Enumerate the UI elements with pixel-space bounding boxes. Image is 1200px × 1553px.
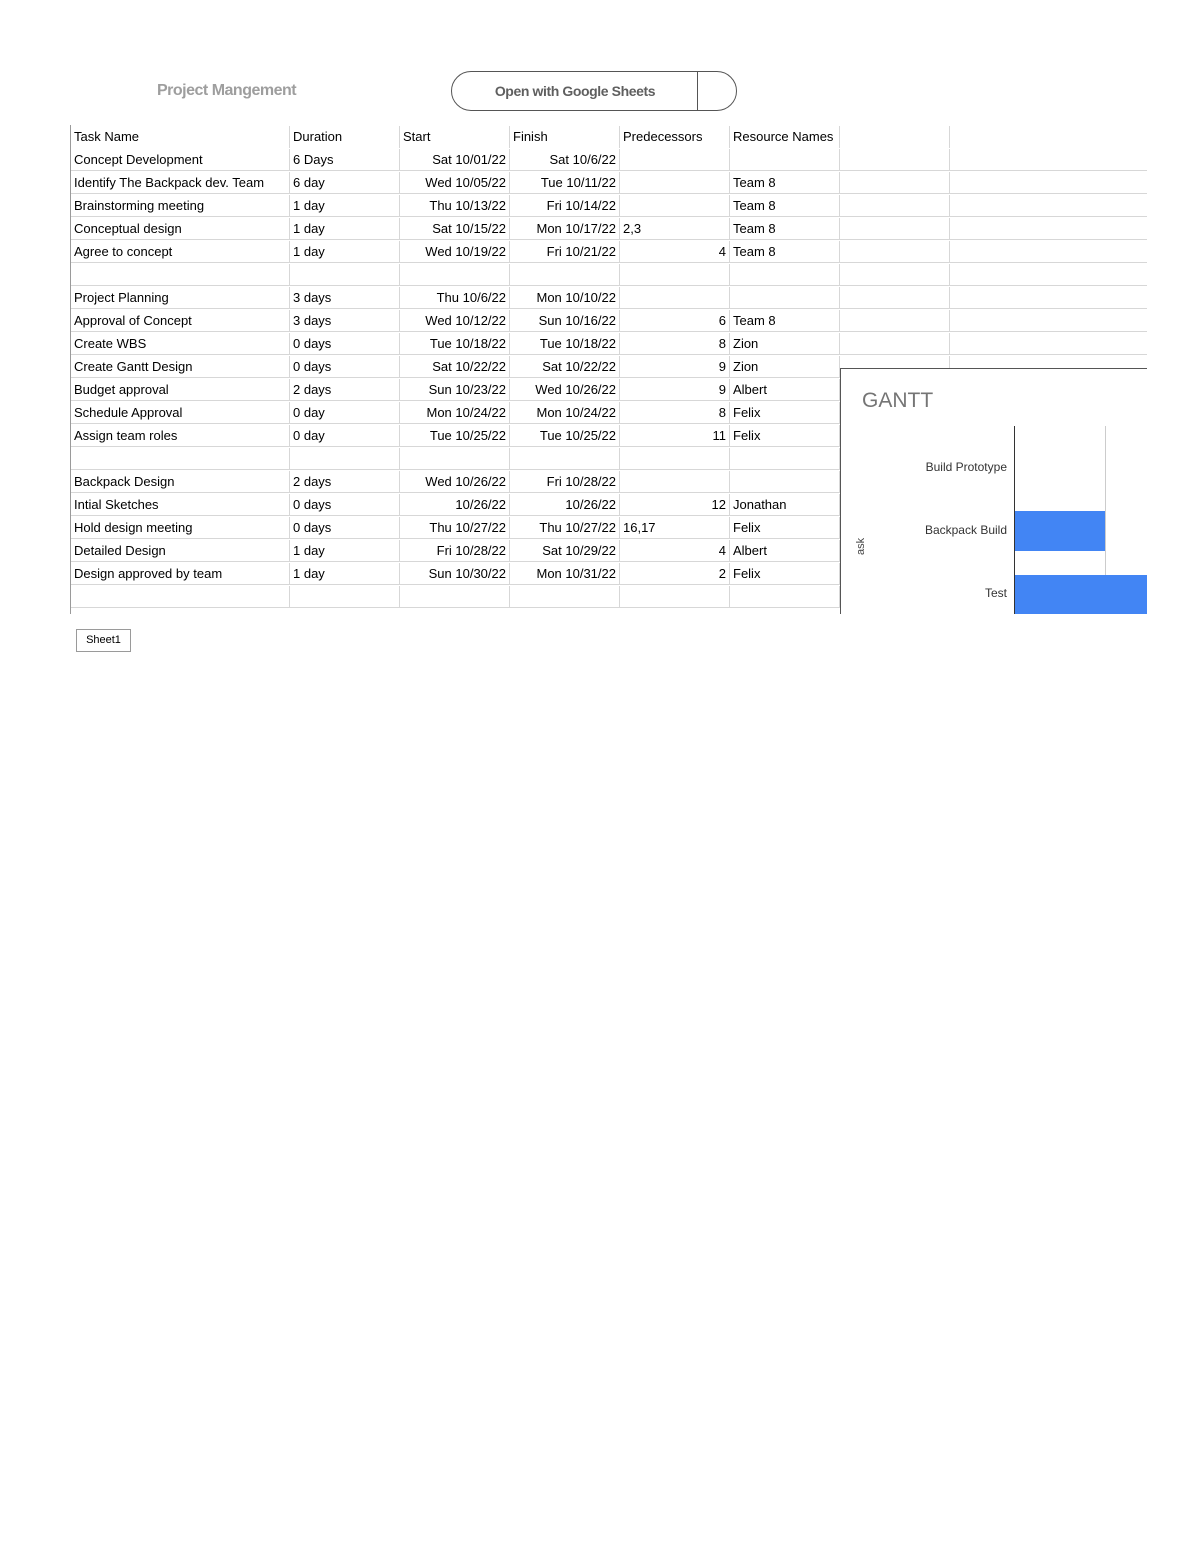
table-cell[interactable]: [730, 586, 840, 608]
table-cell[interactable]: Sat 10/15/22: [400, 218, 510, 240]
table-cell[interactable]: 10/26/22: [510, 494, 620, 516]
table-cell[interactable]: 2: [620, 563, 730, 585]
chart-bar: [1015, 575, 1147, 614]
table-cell[interactable]: [400, 264, 510, 286]
spreadsheet-grid: [70, 125, 1147, 614]
table-cell[interactable]: Mon 10/24/22: [510, 402, 620, 424]
table-cell[interactable]: Wed 10/19/22: [400, 241, 510, 263]
table-cell[interactable]: Tue 10/18/22: [400, 333, 510, 355]
table-cell[interactable]: [950, 333, 1147, 355]
table-cell[interactable]: Conceptual design: [71, 218, 290, 240]
table-row: [71, 218, 1147, 241]
table-cell[interactable]: Sat 10/22/22: [510, 356, 620, 378]
table-cell[interactable]: 1 day: [290, 241, 400, 263]
table-cell[interactable]: [840, 310, 950, 332]
table-cell[interactable]: Sat 10/22/22: [400, 356, 510, 378]
table-cell[interactable]: 1 day: [290, 563, 400, 585]
table-cell[interactable]: Sat 10/01/22: [400, 149, 510, 171]
table-cell[interactable]: Sun 10/16/22: [510, 310, 620, 332]
table-cell[interactable]: Fri 10/21/22: [510, 241, 620, 263]
table-cell[interactable]: 16,17: [620, 517, 730, 539]
table-cell[interactable]: 6: [620, 310, 730, 332]
table-cell[interactable]: Team 8: [730, 195, 840, 217]
table-cell[interactable]: [950, 310, 1147, 332]
table-cell[interactable]: [950, 264, 1147, 286]
table-cell[interactable]: Thu 10/27/22: [400, 517, 510, 539]
table-cell[interactable]: Zion: [730, 333, 840, 355]
table-cell[interactable]: Zion: [730, 356, 840, 378]
table-cell[interactable]: [71, 586, 290, 608]
table-cell[interactable]: [71, 264, 290, 286]
document-title: Project Mangement: [157, 82, 297, 99]
table-cell[interactable]: Felix: [730, 402, 840, 424]
table-cell[interactable]: [840, 172, 950, 194]
column-header[interactable]: Resource Names: [730, 126, 840, 148]
table-cell[interactable]: 4: [620, 540, 730, 562]
table-cell[interactable]: [730, 264, 840, 286]
table-cell[interactable]: 3 days: [290, 287, 400, 309]
table-cell[interactable]: Concept Development: [71, 149, 290, 171]
table-cell[interactable]: [620, 172, 730, 194]
table-cell[interactable]: Tue 10/25/22: [510, 425, 620, 447]
table-row: [71, 195, 1147, 218]
table-cell[interactable]: [620, 149, 730, 171]
table-cell[interactable]: 4: [620, 241, 730, 263]
table-cell[interactable]: [620, 471, 730, 493]
table-cell[interactable]: [510, 448, 620, 470]
chart-category-label: Backpack Build: [924, 523, 1007, 537]
table-cell[interactable]: 0 days: [290, 494, 400, 516]
table-cell[interactable]: Wed 10/12/22: [400, 310, 510, 332]
sheet-tab[interactable]: Sheet1: [76, 629, 131, 652]
table-cell[interactable]: Wed 10/05/22: [400, 172, 510, 194]
table-cell[interactable]: [840, 333, 950, 355]
table-cell[interactable]: 11: [620, 425, 730, 447]
table-cell[interactable]: 8: [620, 402, 730, 424]
table-cell[interactable]: [730, 287, 840, 309]
table-cell[interactable]: 1 day: [290, 540, 400, 562]
table-cell[interactable]: Thu 10/6/22: [400, 287, 510, 309]
table-cell[interactable]: Approval of Concept: [71, 310, 290, 332]
table-cell[interactable]: Sun 10/30/22: [400, 563, 510, 585]
table-row: [71, 264, 1147, 287]
table-cell[interactable]: [950, 287, 1147, 309]
table-cell[interactable]: 2 days: [290, 471, 400, 493]
table-cell[interactable]: [840, 287, 950, 309]
table-cell[interactable]: [840, 264, 950, 286]
table-cell[interactable]: [400, 586, 510, 608]
table-cell[interactable]: [950, 195, 1147, 217]
table-row: [71, 333, 1147, 356]
table-cell[interactable]: 10/26/22: [400, 494, 510, 516]
column-header[interactable]: Predecessors: [620, 126, 730, 148]
table-cell[interactable]: [730, 149, 840, 171]
table-cell[interactable]: Albert: [730, 379, 840, 401]
table-cell[interactable]: Identify The Backpack dev. Team: [71, 172, 290, 194]
table-cell[interactable]: Create Gantt Design: [71, 356, 290, 378]
table-cell[interactable]: Brainstorming meeting: [71, 195, 290, 217]
table-cell[interactable]: Assign team roles: [71, 425, 290, 447]
column-header[interactable]: Task Name: [71, 126, 290, 148]
table-cell[interactable]: Tue 10/11/22: [510, 172, 620, 194]
table-cell[interactable]: Design approved by team: [71, 563, 290, 585]
table-cell[interactable]: 9: [620, 356, 730, 378]
table-cell[interactable]: Mon 10/17/22: [510, 218, 620, 240]
table-cell[interactable]: 0 day: [290, 425, 400, 447]
table-cell[interactable]: [620, 287, 730, 309]
table-cell[interactable]: Sat 10/6/22: [510, 149, 620, 171]
table-cell[interactable]: Jonathan: [730, 494, 840, 516]
table-cell[interactable]: Wed 10/26/22: [510, 379, 620, 401]
table-cell[interactable]: 1 day: [290, 195, 400, 217]
button-divider: [697, 72, 698, 110]
table-cell[interactable]: [840, 149, 950, 171]
table-cell[interactable]: Detailed Design: [71, 540, 290, 562]
table-cell[interactable]: Mon 10/31/22: [510, 563, 620, 585]
table-cell[interactable]: Agree to concept: [71, 241, 290, 263]
column-header[interactable]: Finish: [510, 126, 620, 148]
column-header[interactable]: Start: [400, 126, 510, 148]
table-cell[interactable]: Sun 10/23/22: [400, 379, 510, 401]
table-cell[interactable]: Fri 10/28/22: [510, 471, 620, 493]
gantt-chart[interactable]: [840, 368, 1147, 614]
table-row: [71, 287, 1147, 310]
table-cell[interactable]: Felix: [730, 563, 840, 585]
chart-category-label: Test: [984, 586, 1007, 600]
table-cell[interactable]: Project Planning: [71, 287, 290, 309]
column-header[interactable]: Duration: [290, 126, 400, 148]
chart-bar: [1015, 511, 1105, 551]
chart-category-label: Build Prototype: [925, 460, 1007, 474]
column-header[interactable]: [840, 126, 950, 148]
table-cell[interactable]: 3 days: [290, 310, 400, 332]
table-cell[interactable]: Budget approval: [71, 379, 290, 401]
table-row: [71, 241, 1147, 264]
table-cell[interactable]: Mon 10/10/22: [510, 287, 620, 309]
table-cell[interactable]: Team 8: [730, 310, 840, 332]
table-cell[interactable]: [950, 149, 1147, 171]
table-cell[interactable]: Sat 10/29/22: [510, 540, 620, 562]
table-cell[interactable]: 6 Days: [290, 149, 400, 171]
table-cell[interactable]: 0 day: [290, 402, 400, 424]
table-cell[interactable]: Tue 10/18/22: [510, 333, 620, 355]
table-cell[interactable]: Wed 10/26/22: [400, 471, 510, 493]
table-cell[interactable]: [730, 448, 840, 470]
table-cell[interactable]: Felix: [730, 425, 840, 447]
table-cell[interactable]: Team 8: [730, 218, 840, 240]
table-cell[interactable]: [620, 448, 730, 470]
open-with-google-sheets-button[interactable]: [451, 71, 737, 111]
table-cell[interactable]: [620, 195, 730, 217]
table-cell[interactable]: [71, 448, 290, 470]
table-cell[interactable]: [290, 586, 400, 608]
table-cell[interactable]: [400, 448, 510, 470]
chart-y-axis-label: ask: [855, 537, 867, 555]
table-cell[interactable]: Intial Sketches: [71, 494, 290, 516]
table-cell[interactable]: 8: [620, 333, 730, 355]
table-cell[interactable]: 2 days: [290, 379, 400, 401]
table-cell[interactable]: Backpack Design: [71, 471, 290, 493]
table-cell[interactable]: [620, 586, 730, 608]
table-cell[interactable]: Schedule Approval: [71, 402, 290, 424]
table-cell[interactable]: [290, 448, 400, 470]
table-cell[interactable]: 12: [620, 494, 730, 516]
table-cell[interactable]: Mon 10/24/22: [400, 402, 510, 424]
column-header[interactable]: [950, 126, 1147, 148]
table-cell[interactable]: Albert: [730, 540, 840, 562]
table-cell[interactable]: Create WBS: [71, 333, 290, 355]
table-cell[interactable]: 2,3: [620, 218, 730, 240]
open-with-google-sheets-label: Open with Google Sheets: [494, 83, 656, 99]
table-row: [71, 310, 1147, 333]
table-cell[interactable]: Fri 10/28/22: [400, 540, 510, 562]
table-cell[interactable]: 6 day: [290, 172, 400, 194]
table-cell[interactable]: Thu 10/13/22: [400, 195, 510, 217]
table-cell[interactable]: 1 day: [290, 218, 400, 240]
table-cell[interactable]: [950, 172, 1147, 194]
table-cell[interactable]: Team 8: [730, 172, 840, 194]
chart-title: GANTT: [862, 389, 934, 412]
table-cell[interactable]: [510, 586, 620, 608]
table-cell[interactable]: Fri 10/14/22: [510, 195, 620, 217]
table-cell[interactable]: Thu 10/27/22: [510, 517, 620, 539]
table-cell[interactable]: [620, 264, 730, 286]
table-cell[interactable]: [840, 218, 950, 240]
table-cell[interactable]: Felix: [730, 517, 840, 539]
table-header-row: [71, 126, 1147, 149]
table-cell[interactable]: 0 days: [290, 356, 400, 378]
table-cell[interactable]: [840, 195, 950, 217]
table-cell[interactable]: 0 days: [290, 333, 400, 355]
table-cell[interactable]: Tue 10/25/22: [400, 425, 510, 447]
table-row: [71, 149, 1147, 172]
table-cell[interactable]: [510, 264, 620, 286]
table-cell[interactable]: 0 days: [290, 517, 400, 539]
table-cell[interactable]: Team 8: [730, 241, 840, 263]
table-cell[interactable]: [730, 471, 840, 493]
table-cell[interactable]: Hold design meeting: [71, 517, 290, 539]
table-cell[interactable]: [840, 241, 950, 263]
table-cell[interactable]: [290, 264, 400, 286]
table-cell[interactable]: [950, 241, 1147, 263]
table-row: [71, 172, 1147, 195]
table-cell[interactable]: 9: [620, 379, 730, 401]
table-cell[interactable]: [950, 218, 1147, 240]
